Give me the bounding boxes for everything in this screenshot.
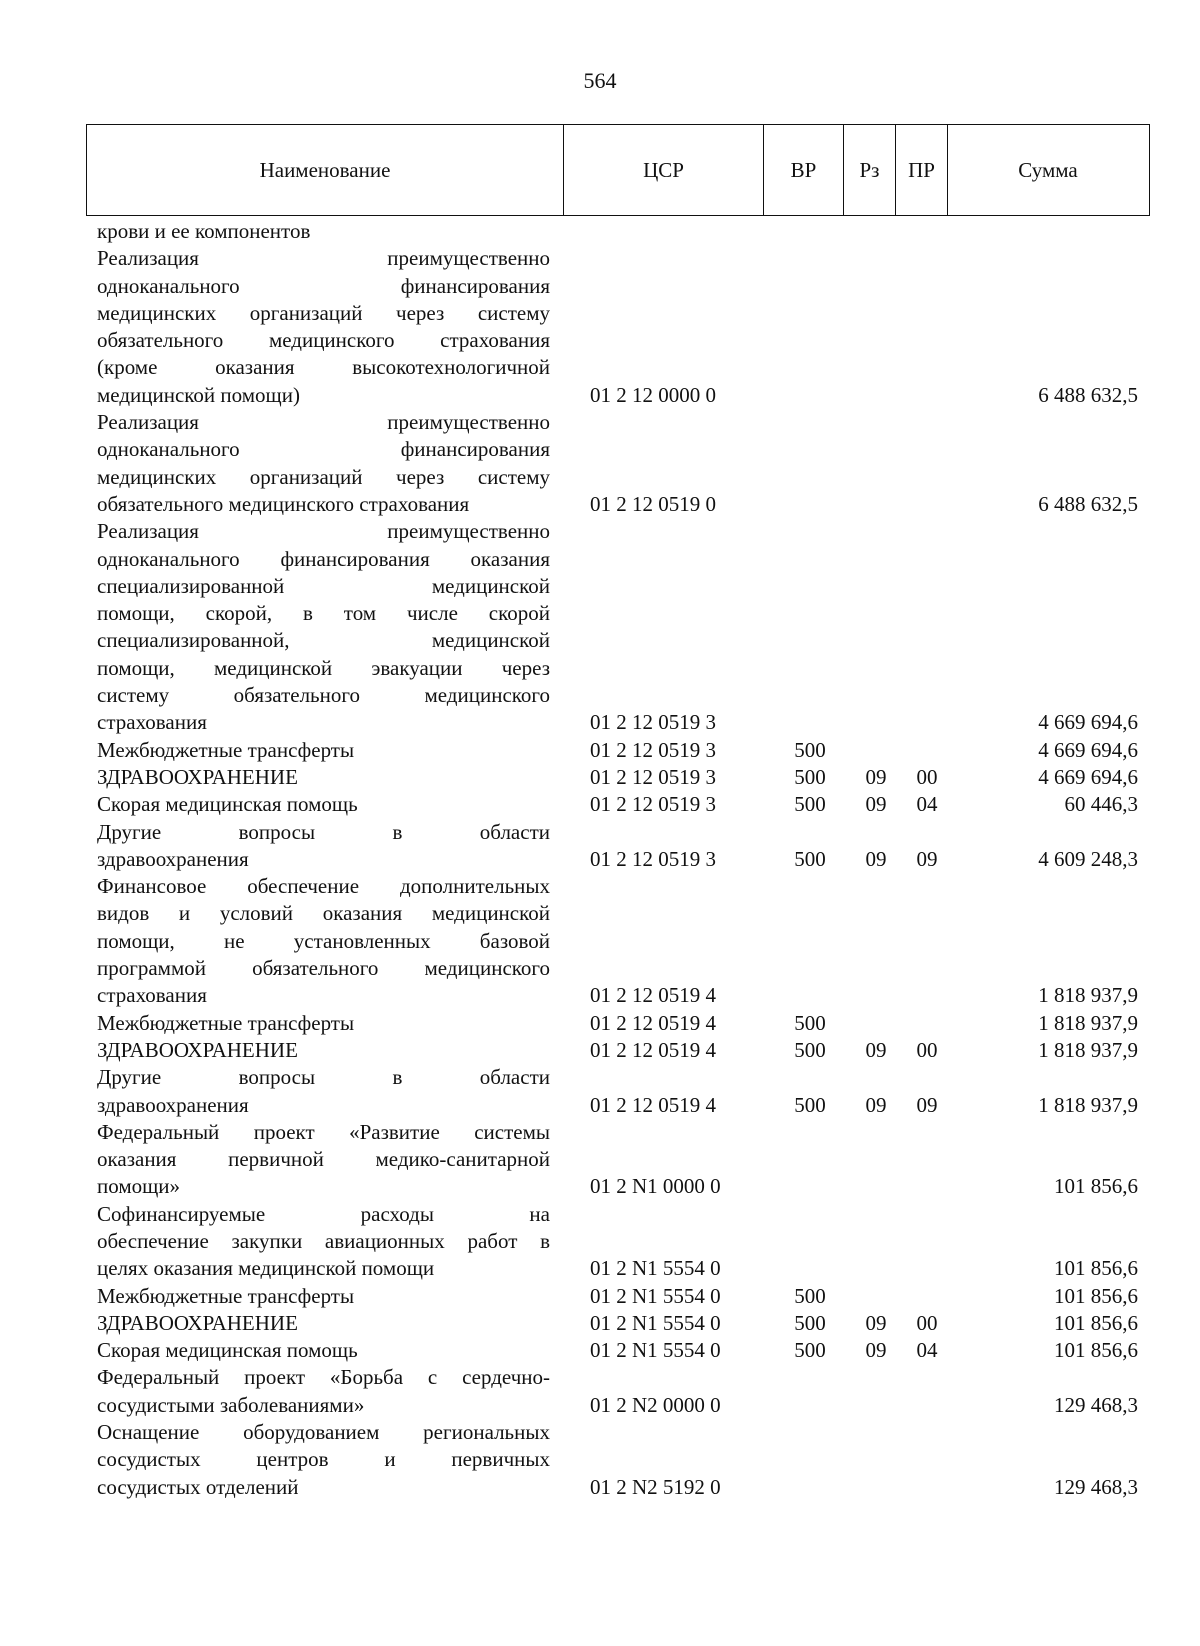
row-vr: 500 bbox=[794, 764, 826, 789]
row-sum: 101 856,6 bbox=[1054, 1310, 1138, 1335]
table-row bbox=[0, 409, 1200, 518]
row-csr: 01 2 12 0519 4 bbox=[590, 1037, 716, 1062]
row-name bbox=[97, 873, 550, 1009]
row-csr: 01 2 12 0519 3 bbox=[590, 764, 716, 789]
row-sum: 4 669 694,6 bbox=[1038, 710, 1138, 735]
row-csr: 01 2 N2 5192 0 bbox=[590, 1474, 721, 1499]
row-name bbox=[97, 764, 550, 791]
row-name bbox=[97, 1201, 550, 1283]
header-sum: Сумма bbox=[947, 125, 1148, 215]
row-name-line: (кроме оказания высокотехнологичной bbox=[97, 355, 550, 380]
table-row bbox=[0, 518, 1200, 736]
table-row bbox=[0, 1201, 1200, 1283]
header-vr: ВР bbox=[763, 125, 843, 215]
row-name bbox=[97, 218, 550, 245]
row-pr: 00 bbox=[916, 764, 938, 789]
row-csr: 01 2 12 0519 4 bbox=[590, 1092, 716, 1117]
table-row bbox=[0, 737, 1200, 764]
row-sum: 129 468,3 bbox=[1054, 1474, 1138, 1499]
row-vr: 500 bbox=[794, 1310, 826, 1335]
row-pr: 04 bbox=[916, 792, 938, 817]
row-name bbox=[97, 1064, 550, 1119]
row-name-line: Межбюджетные трансферты bbox=[97, 1010, 355, 1035]
row-name-line: ЗДРАВООХРАНЕНИЕ bbox=[97, 1310, 298, 1335]
row-name bbox=[97, 1037, 550, 1064]
row-rz: 09 bbox=[865, 792, 887, 817]
row-vr: 500 bbox=[794, 1283, 826, 1308]
row-csr: 01 2 N1 5554 0 bbox=[590, 1256, 721, 1281]
row-name-line: Федеральный проект «Борьба с сердечно- bbox=[97, 1365, 550, 1390]
row-sum: 4 609 248,3 bbox=[1038, 846, 1138, 871]
row-name-line: помощи» bbox=[97, 1174, 181, 1199]
row-vr: 500 bbox=[794, 737, 826, 762]
row-name-line: оказания первичной медико-санитарной bbox=[97, 1147, 550, 1172]
row-name-line: здравоохранения bbox=[97, 1092, 249, 1117]
row-name bbox=[97, 518, 550, 736]
row-name bbox=[97, 245, 550, 409]
row-name-line: здравоохранения bbox=[97, 846, 249, 871]
row-pr: 09 bbox=[916, 846, 938, 871]
row-name-line: медицинских организаций через систему bbox=[97, 300, 550, 325]
row-csr: 01 2 12 0519 3 bbox=[590, 792, 716, 817]
row-name bbox=[97, 1010, 550, 1037]
row-csr: 01 2 12 0519 4 bbox=[590, 1010, 716, 1035]
row-sum: 4 669 694,6 bbox=[1038, 737, 1138, 762]
table-row bbox=[0, 1010, 1200, 1037]
row-name-line: медицинской помощи) bbox=[97, 382, 300, 407]
row-name-line: помощи, не установленных базовой bbox=[97, 928, 550, 953]
row-name-line: страхования bbox=[97, 710, 207, 735]
table-row bbox=[0, 218, 1200, 245]
row-name bbox=[97, 1337, 550, 1364]
row-sum: 101 856,6 bbox=[1054, 1338, 1138, 1363]
row-name bbox=[97, 1364, 550, 1419]
row-vr: 500 bbox=[794, 1010, 826, 1035]
row-sum: 6 488 632,5 bbox=[1038, 382, 1138, 407]
table-row bbox=[0, 819, 1200, 874]
row-name-line: обязательного медицинского страхования bbox=[97, 328, 550, 353]
row-sum: 101 856,6 bbox=[1054, 1283, 1138, 1308]
row-sum: 1 818 937,9 bbox=[1038, 1010, 1138, 1035]
row-name-line: специализированной, медицинской bbox=[97, 628, 550, 653]
row-csr: 01 2 12 0519 3 bbox=[590, 846, 716, 871]
row-sum: 60 446,3 bbox=[1064, 792, 1138, 817]
row-csr: 01 2 12 0519 0 bbox=[590, 491, 716, 516]
row-name-line: Скорая медицинская помощь bbox=[97, 792, 358, 817]
table-row bbox=[0, 245, 1200, 409]
page-number: 564 bbox=[583, 68, 617, 93]
row-vr: 500 bbox=[794, 1037, 826, 1062]
row-csr: 01 2 N1 5554 0 bbox=[590, 1310, 721, 1335]
row-name bbox=[97, 1310, 550, 1337]
row-name-line: сосудистых центров и первичных bbox=[97, 1447, 550, 1472]
row-rz: 09 bbox=[865, 1310, 887, 1335]
row-rz: 09 bbox=[865, 1092, 887, 1117]
row-sum: 101 856,6 bbox=[1054, 1174, 1138, 1199]
row-name bbox=[97, 737, 550, 764]
row-csr: 01 2 12 0519 3 bbox=[590, 737, 716, 762]
row-sum: 1 818 937,9 bbox=[1038, 1037, 1138, 1062]
row-name-line: страхования bbox=[97, 983, 207, 1008]
row-name-line: Софинансируемые расходы на bbox=[97, 1201, 550, 1226]
header-csr: ЦСР bbox=[563, 125, 763, 215]
row-csr: 01 2 N1 5554 0 bbox=[590, 1338, 721, 1363]
row-name-line: сосудистыми заболеваниями» bbox=[97, 1392, 365, 1417]
row-name-line: одноканального финансирования оказания bbox=[97, 546, 550, 571]
table-body bbox=[0, 218, 1200, 1501]
row-rz: 09 bbox=[865, 1037, 887, 1062]
row-vr: 500 bbox=[794, 1092, 826, 1117]
row-name-line: одноканального финансирования bbox=[97, 273, 550, 298]
row-name-line: видов и условий оказания медицинской bbox=[97, 901, 550, 926]
table-row bbox=[0, 1119, 1200, 1201]
header-pr: ПР bbox=[895, 125, 947, 215]
table-row bbox=[0, 873, 1200, 1009]
row-sum: 4 669 694,6 bbox=[1038, 764, 1138, 789]
row-name-line: одноканального финансирования bbox=[97, 437, 550, 462]
table-row bbox=[0, 1337, 1200, 1364]
table-row bbox=[0, 1283, 1200, 1310]
header-name: Наименование bbox=[259, 157, 391, 182]
row-name-line: Реализация преимущественно bbox=[97, 410, 550, 435]
row-rz: 09 bbox=[865, 764, 887, 789]
row-pr: 04 bbox=[916, 1338, 938, 1363]
row-name-line: Межбюджетные трансферты bbox=[97, 1283, 355, 1308]
table-header bbox=[86, 124, 1150, 216]
table-row bbox=[0, 1310, 1200, 1337]
row-name-line: крови и ее компонентов bbox=[97, 219, 311, 243]
row-name bbox=[97, 1419, 550, 1501]
table-row bbox=[0, 1037, 1200, 1064]
row-pr: 00 bbox=[916, 1037, 938, 1062]
row-name-line: медицинских организаций через систему bbox=[97, 464, 550, 489]
row-name-line: Реализация преимущественно bbox=[97, 519, 550, 544]
row-csr: 01 2 N1 0000 0 bbox=[590, 1174, 721, 1199]
row-name bbox=[97, 791, 550, 818]
row-name bbox=[97, 1119, 550, 1201]
table-row bbox=[0, 1364, 1200, 1419]
row-csr: 01 2 N1 5554 0 bbox=[590, 1283, 721, 1308]
row-name bbox=[97, 1283, 550, 1310]
row-csr: 01 2 N2 0000 0 bbox=[590, 1392, 721, 1417]
row-rz: 09 bbox=[865, 1338, 887, 1363]
row-name-line: специализированной медицинской bbox=[97, 573, 550, 598]
row-name-line: Федеральный проект «Развитие системы bbox=[97, 1119, 550, 1144]
row-rz: 09 bbox=[865, 846, 887, 871]
row-name-line: систему обязательного медицинского bbox=[97, 683, 550, 708]
row-name-line: ЗДРАВООХРАНЕНИЕ bbox=[97, 764, 298, 789]
row-name bbox=[97, 819, 550, 874]
header-rz: Рз bbox=[843, 125, 895, 215]
row-name-line: Оснащение оборудованием региональных bbox=[97, 1420, 550, 1445]
table-row bbox=[0, 791, 1200, 818]
row-name-line: Реализация преимущественно bbox=[97, 246, 550, 271]
row-vr: 500 bbox=[794, 1338, 826, 1363]
table-row bbox=[0, 1419, 1200, 1501]
row-name-line: обязательного медицинского страхования bbox=[97, 491, 470, 516]
row-name-line: программой обязательного медицинского bbox=[97, 956, 550, 981]
row-sum: 101 856,6 bbox=[1054, 1256, 1138, 1281]
row-csr: 01 2 12 0519 4 bbox=[590, 983, 716, 1008]
row-name-line: Межбюджетные трансферты bbox=[97, 737, 355, 762]
row-pr: 00 bbox=[916, 1310, 938, 1335]
row-csr: 01 2 12 0000 0 bbox=[590, 382, 716, 407]
row-sum: 1 818 937,9 bbox=[1038, 983, 1138, 1008]
row-csr: 01 2 12 0519 3 bbox=[590, 710, 716, 735]
row-name-line: Другие вопросы в области bbox=[97, 819, 550, 844]
row-name-line: помощи, медицинской эвакуации через bbox=[97, 655, 550, 680]
row-sum: 129 468,3 bbox=[1054, 1392, 1138, 1417]
row-name-line: обеспечение закупки авиационных работ в bbox=[97, 1228, 550, 1253]
row-name-line: Другие вопросы в области bbox=[97, 1065, 550, 1090]
row-pr: 09 bbox=[916, 1092, 938, 1117]
row-vr: 500 bbox=[794, 846, 826, 871]
row-name-line: помощи, скорой, в том числе скорой bbox=[97, 601, 550, 626]
row-sum: 6 488 632,5 bbox=[1038, 491, 1138, 516]
row-name-line: Финансовое обеспечение дополнительных bbox=[97, 874, 550, 899]
row-name-line: сосудистых отделений bbox=[97, 1474, 299, 1499]
row-sum: 1 818 937,9 bbox=[1038, 1092, 1138, 1117]
row-name bbox=[97, 409, 550, 518]
row-name-line: целях оказания медицинской помощи bbox=[97, 1256, 435, 1281]
table-row bbox=[0, 1064, 1200, 1119]
row-name-line: Скорая медицинская помощь bbox=[97, 1338, 358, 1363]
row-name-line: ЗДРАВООХРАНЕНИЕ bbox=[97, 1037, 298, 1062]
table-row bbox=[0, 764, 1200, 791]
row-vr: 500 bbox=[794, 792, 826, 817]
